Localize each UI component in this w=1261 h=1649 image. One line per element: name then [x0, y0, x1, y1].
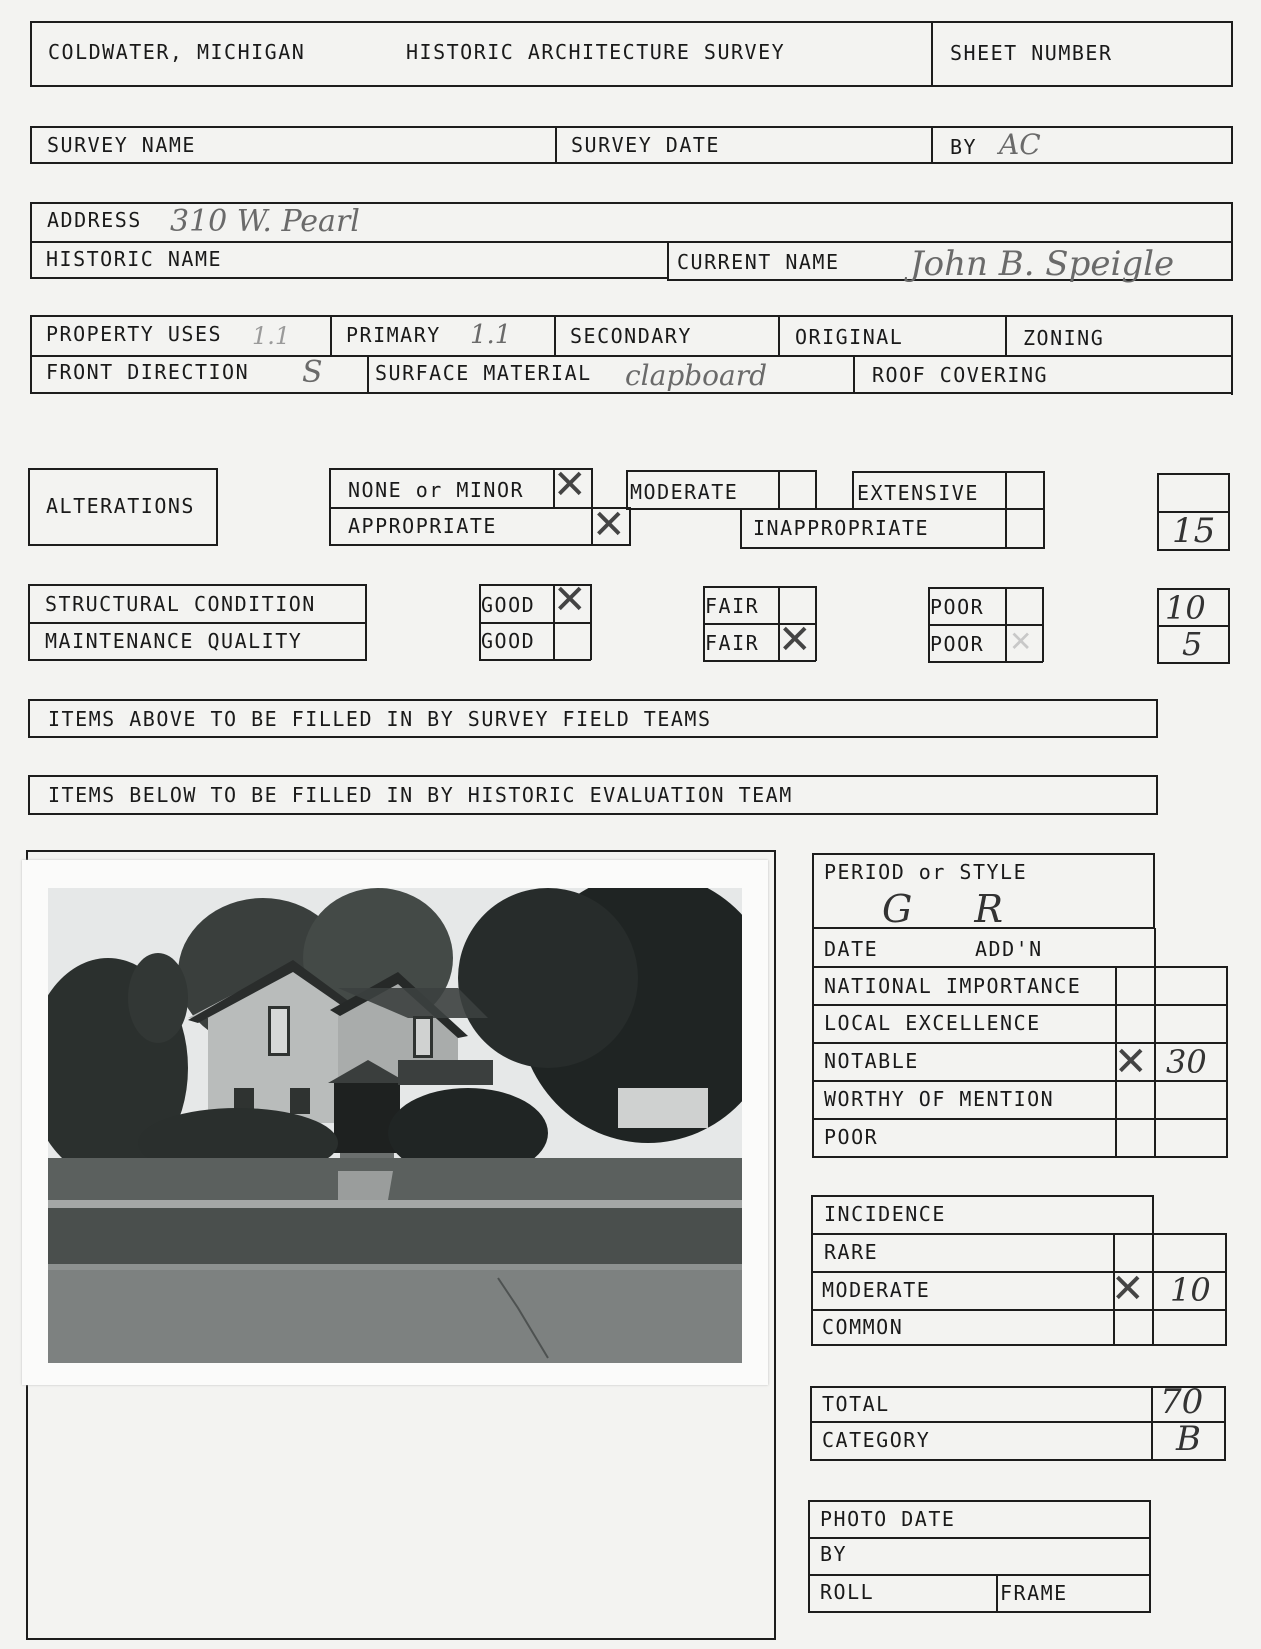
address-value: 310 W. Pearl: [170, 204, 360, 239]
note-below-right: [1156, 775, 1158, 814]
fair-maintenance-check[interactable]: ✕: [778, 617, 812, 663]
house-photo-svg: [48, 888, 742, 1363]
good-structural-check[interactable]: ✕: [553, 577, 587, 623]
property-top-line: [30, 315, 1233, 317]
sheet-number-label: SHEET NUMBER: [950, 41, 1113, 65]
alt-line-n: [852, 471, 854, 509]
period-label: PERIOD or STYLE: [824, 860, 1028, 884]
alt-line-q: [740, 547, 1045, 549]
primary-label: PRIMARY: [346, 323, 441, 347]
alterations-score: 15: [1172, 511, 1216, 551]
property-div-2: [554, 315, 556, 356]
property-div-5: [367, 355, 369, 393]
appropriate-label: APPROPRIATE: [348, 514, 497, 538]
common-label: COMMON: [822, 1315, 904, 1339]
moderate-incidence-label: MODERATE: [822, 1278, 931, 1302]
photo-area-right: [774, 850, 776, 1640]
inc-3: [811, 1309, 1227, 1311]
alterations-label: ALTERATIONS: [46, 494, 195, 518]
pi-3: [808, 1611, 1151, 1613]
note-below-bottom: [28, 813, 1158, 815]
moderate-incidence-check[interactable]: ✕: [1111, 1266, 1145, 1312]
primary-value: 1.1: [470, 320, 512, 350]
local-excellence-label: LOCAL EXCELLENCE: [824, 1011, 1041, 1035]
note-above: ITEMS ABOVE TO BE FILLED IN BY SURVEY FIELD TEAMS: [48, 707, 712, 731]
maintenance-score: 5: [1182, 625, 1203, 663]
pi-left: [808, 1500, 810, 1612]
alt-line-d: [329, 468, 331, 546]
poor-maintenance-label: POOR: [930, 632, 985, 656]
rare-label: RARE: [824, 1240, 879, 1264]
poor-bot: [928, 661, 1043, 663]
good-bot: [479, 659, 591, 661]
fair-maintenance-label: FAIR: [705, 631, 760, 655]
poor-structural-label: POOR: [930, 595, 985, 619]
alt-line-g: [629, 507, 631, 545]
inc-col-3: [1225, 1233, 1227, 1345]
form-title: HISTORIC ARCHITECTURE SURVEY: [406, 40, 786, 64]
note-above-right: [1156, 699, 1158, 737]
original-label: ORIGINAL: [795, 325, 904, 349]
survey-date-label: SURVEY DATE: [571, 133, 720, 157]
historic-name-label: HISTORIC NAME: [46, 247, 223, 271]
property-div-1: [330, 315, 332, 356]
none-minor-check[interactable]: ✕: [553, 462, 587, 508]
alt-line-h: [626, 470, 816, 472]
survey-divider-1: [555, 126, 557, 163]
eval-col-3: [1226, 968, 1228, 1158]
poor-right: [1042, 587, 1044, 662]
property-div-4: [1005, 315, 1007, 356]
survey-divider-2: [931, 126, 933, 163]
alt-line-o: [1005, 471, 1007, 548]
survey-top-line: [30, 126, 1233, 128]
address-mid-line: [30, 241, 1233, 243]
pi-mid: [996, 1574, 998, 1612]
fair-top: [703, 586, 816, 588]
pi-1: [808, 1537, 1151, 1539]
eval-line-1: [812, 1004, 1228, 1006]
front-direction-label: FRONT DIRECTION: [46, 360, 250, 384]
moderate-alt-label: MODERATE: [630, 480, 739, 504]
note-above-top: [28, 699, 1158, 701]
alt-line-l: [815, 470, 817, 509]
tot-left: [810, 1386, 812, 1460]
alt-line-m: [852, 471, 1045, 473]
alt-line-a: [329, 468, 591, 470]
notable-score: 30: [1166, 1043, 1207, 1081]
property-left-edge: [30, 315, 32, 393]
alt-line-p: [1043, 471, 1045, 548]
inc-top: [811, 1195, 1154, 1197]
good-structural-label: GOOD: [481, 593, 536, 617]
inc-col-2: [1152, 1195, 1154, 1345]
header-divider: [931, 21, 933, 87]
address-divider: [667, 241, 669, 279]
photo-date-label: PHOTO DATE: [820, 1507, 956, 1531]
fair-structural-label: FAIR: [705, 594, 760, 618]
property-div-3: [778, 315, 780, 356]
maintenance-quality-label: MAINTENANCE QUALITY: [45, 629, 303, 653]
house-photo: [48, 888, 742, 1363]
none-minor-label: NONE or MINOR: [348, 478, 525, 502]
property-mid-line: [30, 355, 1233, 357]
category-value: B: [1176, 1419, 1201, 1459]
inc-left: [811, 1195, 813, 1345]
inappropriate-label: INAPPROPRIATE: [753, 516, 930, 540]
surface-material-label: SURFACE MATERIAL: [375, 361, 592, 385]
fair-right: [815, 586, 817, 661]
address-bottom-line: [30, 277, 668, 279]
pi-top: [808, 1500, 1151, 1502]
current-name-label: CURRENT NAME: [677, 250, 840, 274]
survey-right-edge: [1231, 126, 1233, 163]
address-label: ADDRESS: [47, 208, 142, 232]
survey-left-edge: [30, 126, 32, 163]
total-value: 70: [1160, 1382, 1204, 1422]
zoning-label: ZONING: [1023, 326, 1105, 350]
property-uses-value: 1.1: [252, 322, 291, 350]
property-uses-label: PROPERTY USES: [46, 322, 223, 346]
note-below-top: [28, 775, 1158, 777]
front-direction-value: S: [302, 355, 323, 390]
tot-bot: [810, 1459, 1226, 1461]
category-label: CATEGORY: [822, 1428, 931, 1452]
inc-2: [811, 1271, 1227, 1273]
period-value: G R: [882, 887, 1004, 931]
photo-area-top: [26, 850, 776, 852]
tot-col: [1151, 1386, 1153, 1460]
condition-label-divider: [28, 622, 367, 624]
poor-top: [928, 587, 1043, 589]
alt-line-j: [626, 470, 628, 509]
photo-area-bottom: [26, 1638, 776, 1640]
addn-label: ADD'N: [975, 937, 1043, 961]
survey-by-label: BY: [950, 135, 978, 159]
inc-4: [811, 1344, 1227, 1346]
eval-line-5: [812, 1156, 1228, 1158]
alt-line-c: [329, 544, 631, 546]
current-name-value: John B. Speigle: [910, 244, 1175, 284]
roll-label: ROLL: [820, 1580, 875, 1604]
note-above-left: [28, 699, 30, 737]
good-maintenance-label: GOOD: [481, 629, 536, 653]
notable-check[interactable]: ✕: [1114, 1039, 1148, 1085]
poor-maintenance-erased-check: ✕: [1009, 625, 1033, 658]
note-above-bottom: [28, 736, 1158, 738]
photo-by-label: BY: [820, 1542, 848, 1566]
notable-label: NOTABLE: [824, 1049, 919, 1073]
alt-line-r: [740, 508, 742, 548]
property-right-edge: [1231, 315, 1233, 395]
note-below-left: [28, 775, 30, 814]
alt-line-i: [626, 508, 1044, 510]
alt-line-k: [778, 470, 780, 509]
incidence-label: INCIDENCE: [824, 1202, 946, 1226]
structural-score: 10: [1165, 589, 1206, 627]
date-label: DATE: [824, 937, 879, 961]
address-right-edge: [1231, 202, 1233, 280]
worthy-of-mention-label: WORTHY OF MENTION: [824, 1087, 1055, 1111]
tot-right: [1224, 1386, 1226, 1460]
structural-condition-label: STRUCTURAL CONDITION: [45, 592, 316, 616]
property-div-6: [853, 355, 855, 393]
surface-material-value: clapboard: [625, 359, 768, 392]
frame-label: FRAME: [1000, 1581, 1068, 1605]
pi-2: [808, 1574, 1151, 1576]
address-left-edge: [30, 202, 32, 278]
survey-name-label: SURVEY NAME: [47, 133, 196, 157]
eval-line-4: [812, 1118, 1228, 1120]
city-label: COLDWATER, MICHIGAN: [48, 40, 306, 64]
national-importance-label: NATIONAL IMPORTANCE: [824, 974, 1082, 998]
moderate-incidence-score: 10: [1170, 1271, 1211, 1309]
total-label: TOTAL: [822, 1392, 890, 1416]
good-right: [590, 584, 592, 660]
appropriate-check[interactable]: ✕: [592, 502, 626, 548]
eval-line-date-bot: [812, 966, 1228, 968]
pi-right: [1149, 1500, 1151, 1612]
roof-covering-label: ROOF COVERING: [872, 363, 1049, 387]
survey-by-value: AC: [999, 128, 1041, 161]
secondary-label: SECONDARY: [570, 324, 692, 348]
poor-inner: [1005, 587, 1007, 662]
extensive-label: EXTENSIVE: [857, 481, 979, 505]
inc-1: [811, 1233, 1227, 1235]
survey-bottom-line: [30, 162, 1233, 164]
eval-poor-label: POOR: [824, 1125, 879, 1149]
note-below: ITEMS BELOW TO BE FILLED IN BY HISTORIC EVALUATION TEAM: [48, 783, 793, 807]
property-bottom-line: [30, 392, 1233, 394]
